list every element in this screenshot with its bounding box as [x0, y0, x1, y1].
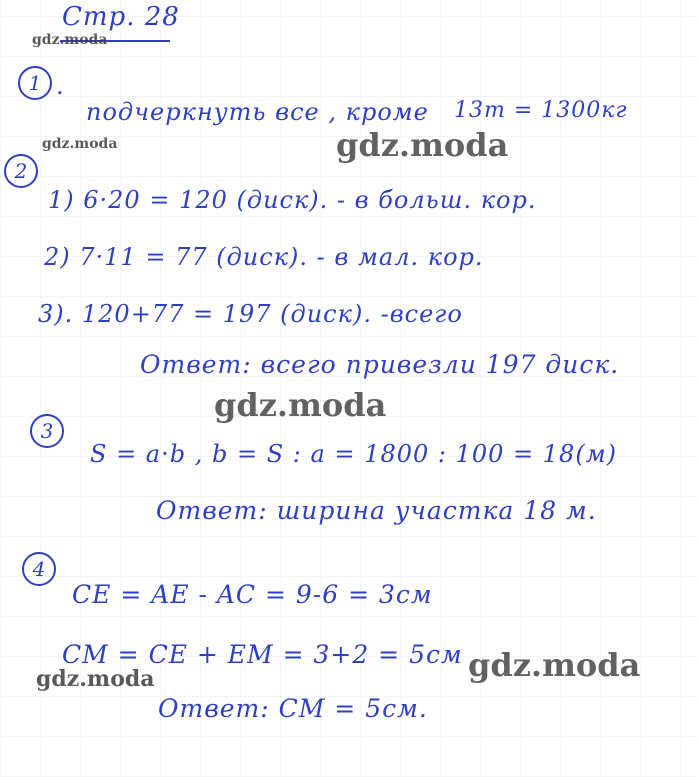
- task1-dot: .: [56, 72, 65, 100]
- watermark-task3: gdz.moda: [214, 386, 387, 424]
- task2-number: 2: [4, 154, 38, 188]
- task4-answer: Ответ: CM = 5см.: [158, 694, 428, 723]
- watermark-small-task4: gdz.moda: [36, 666, 155, 692]
- task4-number: 4: [22, 552, 56, 586]
- task3-formula: S = a·b , b = S : a = 1800 : 100 = 18(м): [90, 440, 617, 468]
- task1-extra: 13т = 1300кг: [454, 98, 628, 123]
- task1-text: подчеркнуть все , кроме: [86, 98, 429, 126]
- task3-answer: Ответ: ширина участка 18 м.: [156, 496, 597, 525]
- page-title: Стр. 28: [62, 2, 180, 32]
- task2-step3: 3). 120+77 = 197 (диск). -всего: [38, 300, 463, 328]
- watermark-task2: gdz.moda: [336, 126, 509, 164]
- task4-line1: CE = AE - AC = 9-6 = 3см: [72, 580, 433, 609]
- task4-line2: CM = CE + EM = 3+2 = 5см: [62, 640, 463, 669]
- watermark-task4: gdz.moda: [468, 646, 641, 684]
- task3-number: 3: [30, 414, 64, 448]
- task2-step1: 1) 6·20 = 120 (диск). - в больш. кор.: [48, 186, 537, 214]
- watermark-small-top: gdz.moda: [32, 32, 108, 48]
- task2-step2: 2) 7·11 = 77 (диск). - в мал. кор.: [44, 243, 484, 271]
- task1-number: 1: [18, 66, 52, 100]
- watermark-small-task2: gdz.moda: [42, 136, 118, 152]
- task2-answer: Ответ: всего привезли 197 диск.: [140, 350, 620, 379]
